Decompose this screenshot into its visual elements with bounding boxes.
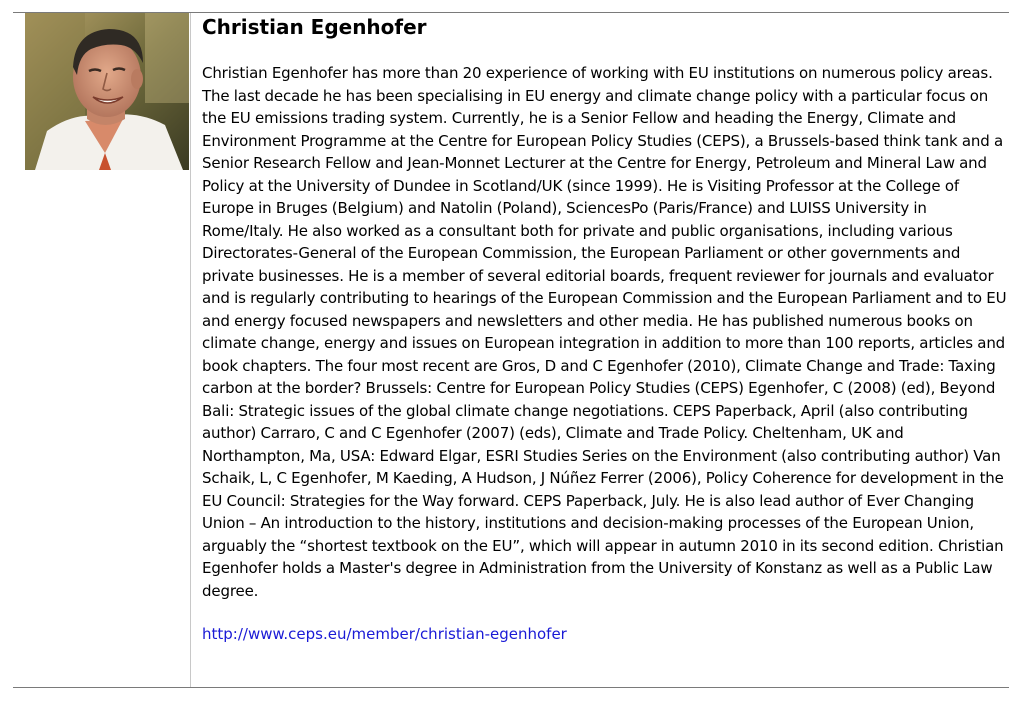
bottom-rule	[13, 687, 1009, 688]
person-name: Christian Egenhofer	[202, 15, 427, 39]
biography-text: Christian Egenhofer has more than 20 experience of working with EU institutions on numerous policy areas. The last decade he has been specialising in EU energy and climate change policy with a particular focus on the EU emissions trading system. Currently, he is a Senior Fellow and heading the Energy, Climate and Environment Programme at the Centre for European Policy Studies (CEPS), a Brussels-based think tank and a Senior Research Fellow and Jean-Monnet Lecturer at the Centre for Energy, Petroleum and Mineral Law and Policy at the University of Dundee in Scotland/UK (since 1999). He is Visiting Professor at the College of Europe in Bruges (Belgium) and Natolin (Poland), SciencesPo (Paris/France) and LUISS University in Rome/Italy. He also worked as a consultant both for private and public organisations, including various Directorates-General of the European Commission, the European Parliament or other governments and private businesses. He is a member of several editorial boards, frequent reviewer for journals and evaluator and is regularly contributing to hearings of the European Commission and the European Parliament and to EU and energy focused newspapers and newsletters and other media. He has published numerous books on climate change, energy and issues on European integration in addition to more than 100 reports, articles and book chapters. The four most recent are Gros, D and C Egenhofer (2010), Climate Change and Trade: Taxing carbon at the border? Brussels: Centre for European Policy Studies (CEPS) Egenhofer, C (2008) (ed), Beyond Bali: Strategic issues of the global climate change negotiations. CEPS Paperback, April (also contributing author) Carraro, C and C Egenhofer (2007) (eds), Climate and Trade Policy. Cheltenham, UK and Northampton, Ma, USA: Edward Elgar, ESRI Studies Series on the Environment (also contributing author) Van Schaik, L, C Egenhofer, M Kaeding, A Hudson, J Núñez Ferrer (2006), Policy Coherence for development in the EU Council: Strategies for the Way forward. CEPS Paperback, July. He is also lead author of Ever Changing Union – An introduction to the history, institutions and decision-making processes of the European Union, arguably the “shortest textbook on the EU”, which will appear in autumn 2010 in its second edition. Christian Egenhofer holds a Master's degree in Administration from the University of Konstanz as well as a Public Law degree.	[202, 64, 1007, 600]
profile-content	[202, 14, 1007, 645]
portrait-photo	[25, 13, 189, 170]
profile-link[interactable]: http://www.ceps.eu/member/christian-egenhofer	[202, 625, 567, 643]
column-divider	[190, 13, 191, 687]
